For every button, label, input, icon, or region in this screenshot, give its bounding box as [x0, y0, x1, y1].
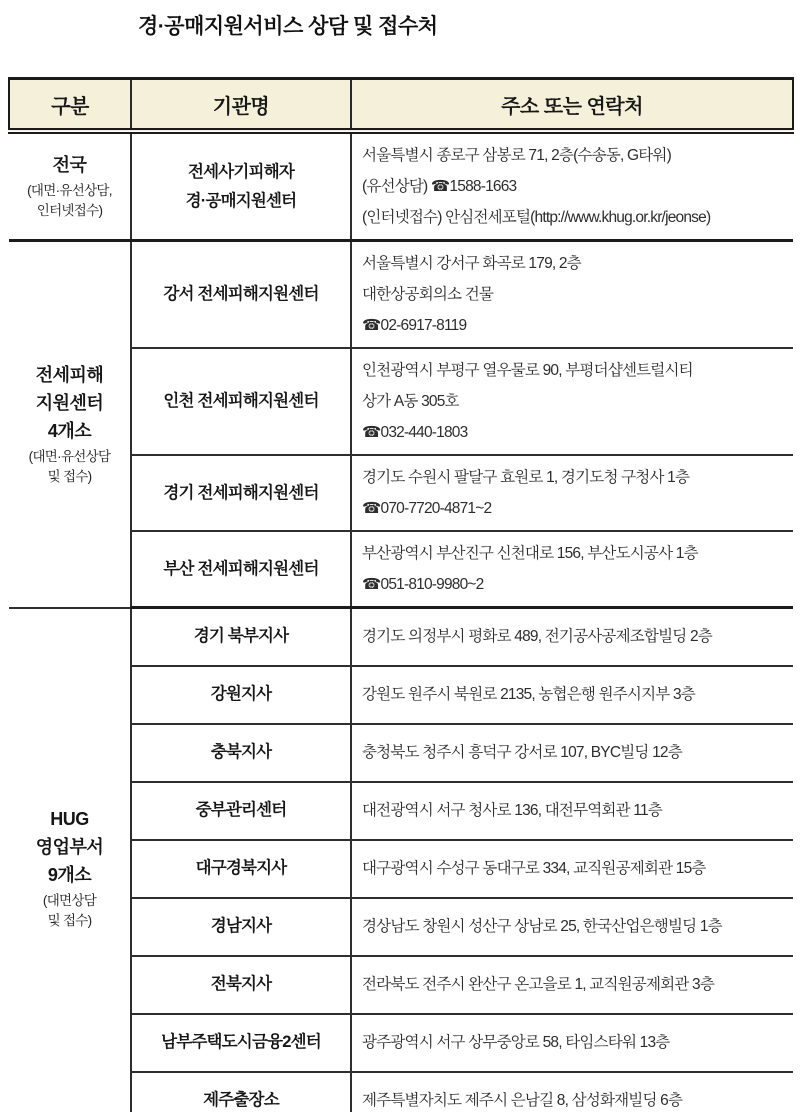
institution-name: 남부주택도시금융2센터 [161, 1033, 321, 1052]
institution-name: 충북지사 [210, 743, 272, 762]
institution-cell [131, 131, 351, 241]
group-label-main: 전국 [52, 154, 87, 175]
institution-name: 대구경북지사 [195, 859, 287, 878]
institution-cell [131, 898, 351, 956]
institution-cell [131, 782, 351, 840]
address-line: ☎032-440-1803 [362, 424, 468, 441]
institution-name: 강원지사 [210, 685, 272, 704]
institution-cell [131, 348, 351, 455]
address-cell [351, 531, 793, 608]
table-row [9, 608, 793, 666]
address-cell [351, 840, 793, 898]
address-line: ☎051-810-9980~2 [362, 576, 484, 593]
institution-cell [131, 666, 351, 724]
institution-name: 경남지사 [210, 917, 272, 936]
address-line: 인천광역시 부평구 열우물로 90, 부평더샵센트럴시티 [362, 362, 693, 379]
address-line: ☎02-6917-8119 [362, 317, 467, 334]
address-line: 서울특별시 강서구 화곡로 179, 2층 [362, 255, 581, 272]
address-line: 대전광역시 서구 청사로 136, 대전무역회관 11층 [362, 802, 662, 819]
header-category: 구분 [9, 79, 131, 132]
address-line: (인터넷접수) 안심전세포털(http://www.khug.or.kr/jeonse) [362, 209, 711, 226]
group-label-main: 4개소 [47, 420, 92, 441]
address-line: 대한상공회의소 건물 [362, 286, 494, 303]
address-line: 경기도 수원시 팔달구 효원로 1, 경기도청 구청사 1층 [362, 469, 690, 486]
group-label-main: 전세피해 [35, 364, 104, 385]
address-line: 부산광역시 부산진구 신천대로 156, 부산도시공사 1층 [362, 545, 698, 562]
institution-name: 인천 전세피해지원센터 [163, 392, 319, 411]
institution-name: 전세사기피해자 [188, 162, 294, 181]
group-label-hug-offices [9, 608, 131, 1112]
institution-cell [131, 1072, 351, 1112]
address-cell [351, 608, 793, 666]
group-label-sub: 인터넷접수) [36, 203, 103, 219]
address-cell [351, 898, 793, 956]
table-row [9, 241, 793, 349]
institution-name: 전북지사 [210, 975, 272, 994]
group-label-main: HUG [50, 809, 89, 830]
address-line: 제주특별자치도 제주시 은남길 8, 삼성화재빌딩 6층 [362, 1091, 683, 1109]
group-label-sub: (대면·유선상담, [27, 182, 112, 198]
address-line: 강원도 원주시 북원로 2135, 농협은행 원주시지부 3층 [362, 686, 695, 703]
contact-table [8, 77, 794, 1112]
institution-name: 제주출장소 [203, 1090, 279, 1109]
address-cell [351, 724, 793, 782]
header-institution: 기관명 [131, 79, 351, 132]
address-cell [351, 1014, 793, 1072]
address-line: 상가 A동 305호 [362, 393, 459, 410]
address-line: ☎070-7720-4871~2 [362, 500, 492, 517]
institution-cell [131, 531, 351, 608]
institution-cell [131, 956, 351, 1014]
group-label-nationwide [9, 131, 131, 241]
group-label-sub: 및 접수) [47, 913, 92, 929]
institution-cell [131, 724, 351, 782]
address-cell [351, 131, 793, 241]
group-label-main: 영업부서 [35, 836, 104, 857]
group-label-sub: (대면·유선상담 [28, 448, 111, 464]
address-cell [351, 455, 793, 531]
address-cell [351, 348, 793, 455]
institution-cell [131, 455, 351, 531]
group-label-main: 지원센터 [35, 392, 104, 413]
address-cell [351, 956, 793, 1014]
institution-name: 강서 전세피해지원센터 [163, 285, 319, 304]
address-line: 서울특별시 종로구 삼봉로 71, 2층(수송동, G타워) [362, 147, 671, 164]
institution-name: 중부관리센터 [195, 801, 287, 820]
address-cell [351, 1072, 793, 1112]
header-row [9, 79, 793, 132]
address-cell [351, 241, 793, 349]
institution-name: 부산 전세피해지원센터 [163, 559, 319, 578]
group-label-sub: (대면상담 [42, 892, 97, 908]
header-address: 주소 또는 연락처 [351, 79, 793, 132]
address-line: 충청북도 청주시 흥덕구 강서로 107, BYC빌딩 12층 [362, 744, 682, 761]
address-cell [351, 782, 793, 840]
address-line: 광주광역시 서구 상무중앙로 58, 타임스타워 13층 [362, 1034, 670, 1051]
address-line: 경기도 의정부시 평화로 489, 전기공사공제조합빌딩 2층 [362, 628, 712, 646]
institution-cell [131, 840, 351, 898]
institution-name: 경기 전세피해지원센터 [163, 483, 319, 502]
page-title: 경·공매지원서비스 상담 및 접수처 [138, 15, 438, 38]
group-label-jeonse-centers [9, 241, 131, 608]
institution-name: 경기 북부지사 [193, 627, 289, 646]
institution-cell [131, 241, 351, 349]
institution-cell [131, 608, 351, 666]
institution-name: 경·공매지원센터 [185, 191, 297, 210]
address-line: 전라북도 전주시 완산구 온고을로 1, 교직원공제회관 3층 [362, 976, 714, 993]
group-label-sub: 및 접수) [47, 469, 92, 485]
address-cell [351, 666, 793, 724]
address-line: (유선상담) ☎1588-1663 [362, 178, 517, 195]
group-label-main: 9개소 [47, 864, 92, 885]
institution-cell [131, 1014, 351, 1072]
address-line: 대구광역시 수성구 동대구로 334, 교직원공제회관 15층 [362, 860, 706, 877]
table-row [9, 131, 793, 241]
address-line: 경상남도 창원시 성산구 상남로 25, 한국산업은행빌딩 1층 [362, 918, 722, 935]
